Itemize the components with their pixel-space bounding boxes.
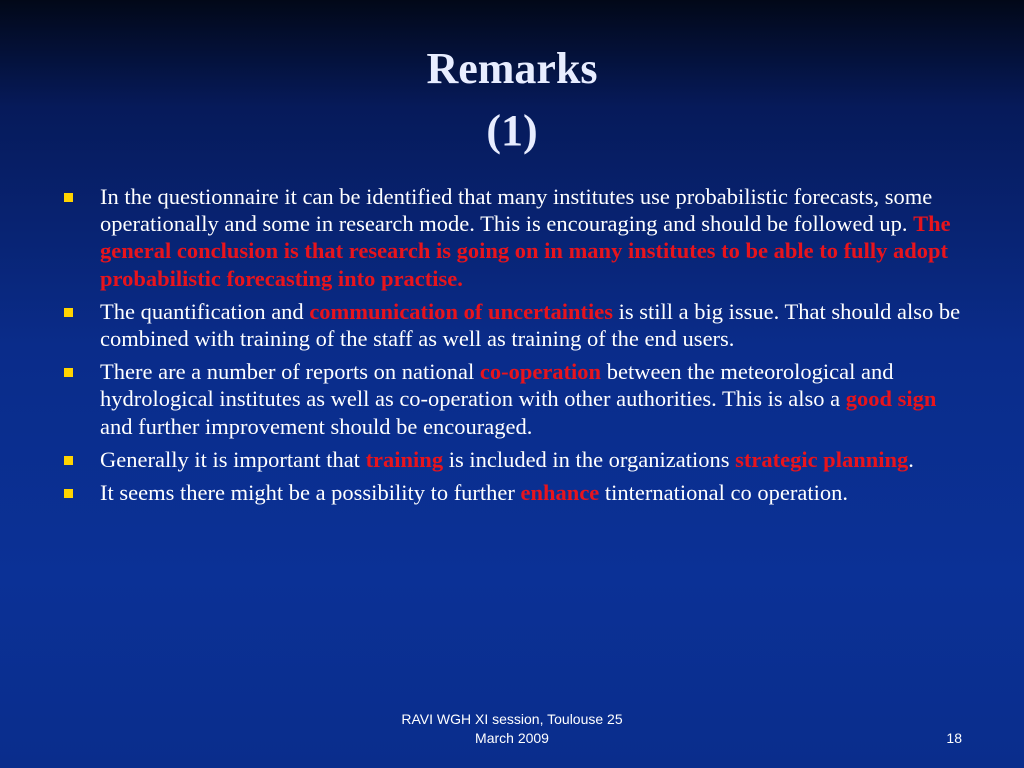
slide-title-line1: Remarks: [426, 44, 598, 93]
square-bullet-icon: [64, 456, 73, 465]
bullet-item-3: [62, 358, 962, 440]
bullet-emphasis: good sign: [845, 386, 937, 412]
bullet-item-1: [62, 183, 962, 292]
bullet-text: There are a number of reports on national: [100, 359, 480, 385]
square-bullet-icon: [64, 193, 73, 202]
bullet-item-2: [62, 298, 962, 352]
bullet-emphasis: communication of uncertainties: [309, 298, 614, 324]
bullet-text: and further improvement should be encouraged.: [100, 413, 533, 439]
bullet-text: It seems there might be a possibility to further: [100, 480, 521, 506]
bullet-list: [62, 183, 962, 512]
footer-event-info: [362, 710, 662, 748]
slide-title-line2: (1): [486, 106, 538, 155]
bullet-item-5: [62, 479, 962, 506]
bullet-emphasis: strategic planning: [735, 446, 909, 472]
bullet-text: The quantification and: [100, 298, 310, 324]
bullet-emphasis: training: [365, 446, 444, 472]
bullet-text: is included in the organizations: [443, 446, 736, 472]
bullet-emphasis: enhance: [520, 480, 600, 506]
bullet-text: is still a big issue. That should also be combined with training of the staff as well as training of the end users.: [100, 298, 961, 352]
bullet-text: In the questionnaire it can be identified that many institutes use probabilistic forecasts, some operationally and some in research mode. This is encouraging and should be followed up.: [100, 184, 933, 237]
footer-line2: March 2009: [475, 730, 549, 746]
slide-page-number: 18: [946, 730, 962, 746]
bullet-emphasis: The general conclusion is that research is going on in many institutes to be able to fully adopt probabilistic forecasting into practise.: [100, 211, 951, 291]
bullet-emphasis: co-operation: [479, 359, 602, 385]
bullet-text: tinternational co operation.: [599, 480, 848, 506]
bullet-text: .: [908, 446, 914, 472]
footer-line1: RAVI WGH XI session, Toulouse 25: [401, 711, 623, 727]
bullet-text: Generally it is important that: [100, 446, 366, 472]
slide-title: [0, 38, 1024, 162]
bullet-text: between the meteorological and hydrological institutes as well as co-operation with other authorities. This is also a: [100, 359, 894, 412]
square-bullet-icon: [64, 368, 73, 377]
square-bullet-icon: [64, 489, 73, 498]
square-bullet-icon: [64, 308, 73, 317]
bullet-item-4: [62, 446, 962, 473]
